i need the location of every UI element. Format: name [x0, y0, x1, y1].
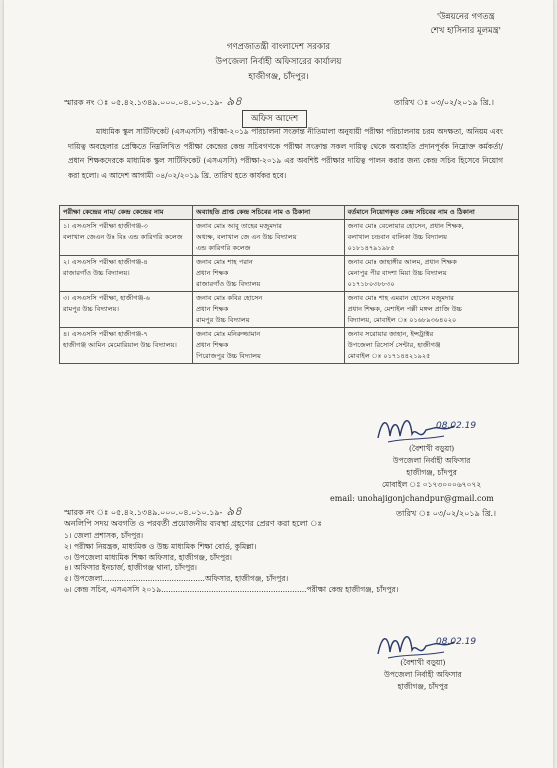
relieved-cell: [193, 292, 344, 328]
center-cell: [60, 220, 193, 256]
issue-date-2: তারিখ ঃ ০৩/০২/২০১৯ খ্রি.।: [396, 509, 496, 518]
list-item: ১। জেলা প্রশাসক, চাঁদপুর।: [64, 531, 144, 540]
list-item: ২। পরীক্ষা নিয়ন্ত্রক, মাধ্যমিক ও উচ্চ মাধ্যমিক শিক্ষা বোর্ড, কুমিল্লা।: [64, 541, 257, 551]
cell-line: জনাব সরোয়ার জাহান, ইন্সট্রাক্টর: [347, 330, 434, 338]
document-page: [4, 0, 553, 768]
appointed-cell: [344, 292, 518, 328]
cell-line: উপজেলা রিসোর্স সেন্টার, হাজীগঞ্জ: [347, 341, 441, 349]
cell-line: এন্ড কারিগরি কলেজ: [196, 244, 251, 252]
motto: [430, 10, 501, 38]
copy-list: [64, 531, 398, 596]
memo-number-2-handwritten: ৯৪: [226, 504, 242, 518]
cell-line: প্রধান শিক্ষক: [196, 269, 229, 277]
cell-line: প্রধান শিক্ষক: [196, 341, 229, 349]
table-row: [60, 256, 519, 292]
cell-line: হাজীগঞ্জ আমিন মেমোরিয়াল উচ্চ বিদ্যালয়।: [63, 341, 177, 349]
list-item: ৪। অফিসার ইনচার্জ, হাজীগঞ্জ থানা, চাঁদপুর।: [64, 563, 197, 573]
header-location: হাজীগঞ্জ, চাঁদপুর।: [248, 72, 309, 82]
signatory-mobile: মোবাইল ঃ ০১৭৩০০০৬৭০৭২: [382, 480, 482, 489]
issue-date: তারিখ ঃ ০৩/০২/২০১৯ খ্রি.।: [394, 98, 494, 107]
cell-line: পিরোজপুর উচ্চ বিদ্যালয়: [196, 352, 261, 360]
cell-line: অধ্যক্ষ, বলাখাল জে এন উচ্চ বিদ্যালয়: [196, 233, 297, 241]
signatory-location: হাজীগঞ্জ, চাঁদপুর: [397, 682, 449, 691]
signatory-location: হাজীগঞ্জ, চাঁদপুর: [406, 468, 457, 477]
cell-line: ২। এসএসসি পরীক্ষা হাজীগঞ্জ-৪: [63, 258, 148, 266]
cell-line: রাজারগাঁও উচ্চ বিদ্যালয়।: [63, 269, 130, 277]
cell-line: ১। এসএসসি পরীক্ষা হাজীগঞ্জ-৩: [63, 222, 148, 230]
appointment-table: [59, 205, 519, 364]
cell-line: বলাখাল চন্দ্রবান বালিকা উচ্চ বিদ্যালয়: [347, 233, 447, 241]
cell-line: জনাব মোঃ আবু তাহের মজুমদার: [196, 222, 282, 230]
column-header-relieved: অব্যাহতি প্রাপ্ত কেন্দ্র সচিবের নাম ও ঠিকানা: [193, 206, 344, 220]
cell-line: ০১৮১৪৭৯১৯৮৫: [347, 244, 395, 252]
signatory-block-1: [382, 443, 481, 491]
cell-line: জনাব মোঃ মনিরুজ্জামান: [196, 330, 261, 338]
email-address: email: unohajigonjchandpur@gmail.com: [330, 494, 494, 503]
header-office: উপজেলা নির্বাহী অফিসারের কার্যালয়: [215, 57, 342, 67]
cell-line: প্রধান শিক্ষক, মেশাইল পল্লী মঙ্গল প্রাজি উচ্চ: [347, 305, 462, 313]
cell-line: জনাব মোঃ কবির হোসেন: [196, 294, 263, 302]
cell-line: ০১৭১৮০৩৮৮৩০: [347, 280, 395, 288]
column-header-appointed: বর্তমানে নিয়োগকৃত কেন্দ্র সচিবের নাম ও ঠিকানা: [344, 206, 518, 220]
header-govt: গণপ্রজাতন্ত্রী বাংলাদেশ সরকার: [226, 42, 331, 52]
list-item: ৩। উপজেলা মাধ্যমিক শিক্ষা অফিসার, হাজীগঞ্জ, চাঁদপুর।: [64, 552, 232, 562]
copy-intro: অনলিপি সদয় অবগতি ও পরবর্তী প্রয়োজনীয় ব্যবস্থা গ্রহণের প্রেরণ করা হলো ঃ: [64, 519, 322, 528]
signatory-name: (বৈশাখী বড়ুয়া): [408, 444, 455, 453]
cell-line: রামপুর উচ্চ বিদ্যালয়।: [63, 305, 119, 313]
appointed-cell: [344, 328, 518, 364]
cell-line: জনাব মোঃ জাহাঙ্গীর আলম, প্রধান শিক্ষক: [347, 258, 457, 266]
cell-line: মেনাপুর পীর বাদশা মিয়া উচ্চ বিদ্যালয়: [347, 269, 447, 277]
cell-line: প্রধান শিক্ষক: [196, 305, 229, 313]
center-cell: [60, 328, 193, 364]
signatory-name: (বৈশাখী বড়ুয়া): [400, 658, 446, 667]
signatory-designation: উপজেলা নির্বাহী অফিসার: [384, 670, 462, 679]
cell-line: জনাব মোঃ শাহ এমরান হোসেন মজুমদার: [347, 294, 454, 302]
signature-date: 08.02.19: [436, 637, 477, 647]
cell-line: ৩। এসএসসি পরীক্ষা, হাজীগঞ্জ-৬: [63, 294, 150, 302]
signature-date: 08.02.19: [436, 421, 477, 431]
signatory-designation: উপজেলা নির্বাহী অফিসার: [392, 456, 471, 465]
column-header-center: পরীক্ষা কেন্দ্রের নাম/ কেন্দ্র কেন্দ্রের নাম: [60, 206, 193, 220]
center-cell: [60, 256, 193, 292]
appointed-cell: [344, 256, 518, 292]
order-title: অফিস আদেশ: [242, 110, 307, 128]
table-row: [60, 292, 519, 328]
relieved-cell: [193, 328, 344, 364]
cell-line: ৪। এসএসসি পরীক্ষা হাজীগঞ্জ-৭: [63, 330, 148, 338]
cell-line: বলাখাল জেএন উঃ বিঃ এন্ড কারিগরি কলেজ: [63, 233, 183, 241]
cell-line: মোবাইল ঃ ০১৭১৪৪২১৯২৫: [347, 352, 431, 360]
table-header-row: [60, 206, 519, 220]
motto-line-2: শেখ হাসিনার মূলমন্ত্র': [430, 26, 501, 36]
relieved-cell: [193, 256, 344, 292]
table-row: [60, 328, 519, 364]
memo-number-text: স্মারক নং ঃ ০৫.৪২.১৩৪৯.০০০.০৪.০১০.১৯-: [64, 98, 223, 107]
memo-number: [64, 93, 242, 113]
memo-number-handwritten: ৯৪: [226, 94, 242, 108]
letterhead: [4, 40, 553, 85]
relieved-cell: [193, 220, 344, 256]
list-item: ৬। কেন্দ্র সচিব, এসএসসি ২০১৯.............................................................পরীক্ষা কেন্দ্র হাজীগঞ্জ, চাঁদপুর।: [64, 584, 399, 594]
cell-line: জনাব মোঃ বেলোয়ার হোসেন, প্রধান শিক্ষক,: [347, 222, 464, 230]
memo-number-2-text: স্মারক নং ঃ ০৫.৪২.১৩৪৯.০০০.০৪.০১০.১৯-: [64, 508, 223, 517]
cell-line: জনাব মোঃ শাহ পরান: [196, 258, 253, 266]
order-body: মাধ্যমিক স্কুল সার্টিফিকেট (এসএসসি) পরীক্ষা-২০১৯ পরিচালনা সংক্রান্ত নীতিমালা অনুযায়ী পরীক্ষা পরিচালনায় চরম অদক্ষতা, অনিয়ম এবং দায়িত্ব অবহেলার প্রেক্ষিতে নিম্নলিখিত পরীক্ষা কেন্দ্রের কেন্দ্র সচিবগণকে পরীক্ষা সংক্রান্ত সকল দায়িত্ব থেকে অব্যাহতি প্রদানপূর্বক নিম্নোক্ত কর্মকর্তা/প্রধান শিক্ষকদেরকে মাধ্যমিক স্কুল সার্টিফিকেট (এসএসসি) পরীক্ষা-২০১৯ এর অবশিষ্ট পরীক্ষার দায়িত্ব পালন করার জন্য কেন্দ্র সচিব হিসেবে নিয়োগ করা হলো। এ আদেশ আগামী ০৪/০২/২০১৯ খ্রি. তারিখ হতে কার্যকর হবে।: [68, 127, 503, 180]
list-item: ৫। উপজেলা...........................................অফিসার, হাজীগঞ্জ, চাঁদপুর।: [64, 574, 289, 584]
cell-line: রাজারগাঁও উচ্চ বিদ্যালয়: [196, 280, 261, 288]
cell-line: রামপুর উচ্চ বিদ্যালয়: [196, 316, 250, 324]
appointed-cell: [344, 220, 518, 256]
center-cell: [60, 292, 193, 328]
motto-line-1: 'উন্নয়নের গণতন্ত্র: [436, 12, 495, 22]
table-row: [60, 220, 519, 256]
cell-line: বিদ্যালয়, মোবাইল ঃ ০১৬৮৯৩৬৪০২০: [347, 316, 457, 324]
signatory-block-2: [384, 657, 462, 693]
